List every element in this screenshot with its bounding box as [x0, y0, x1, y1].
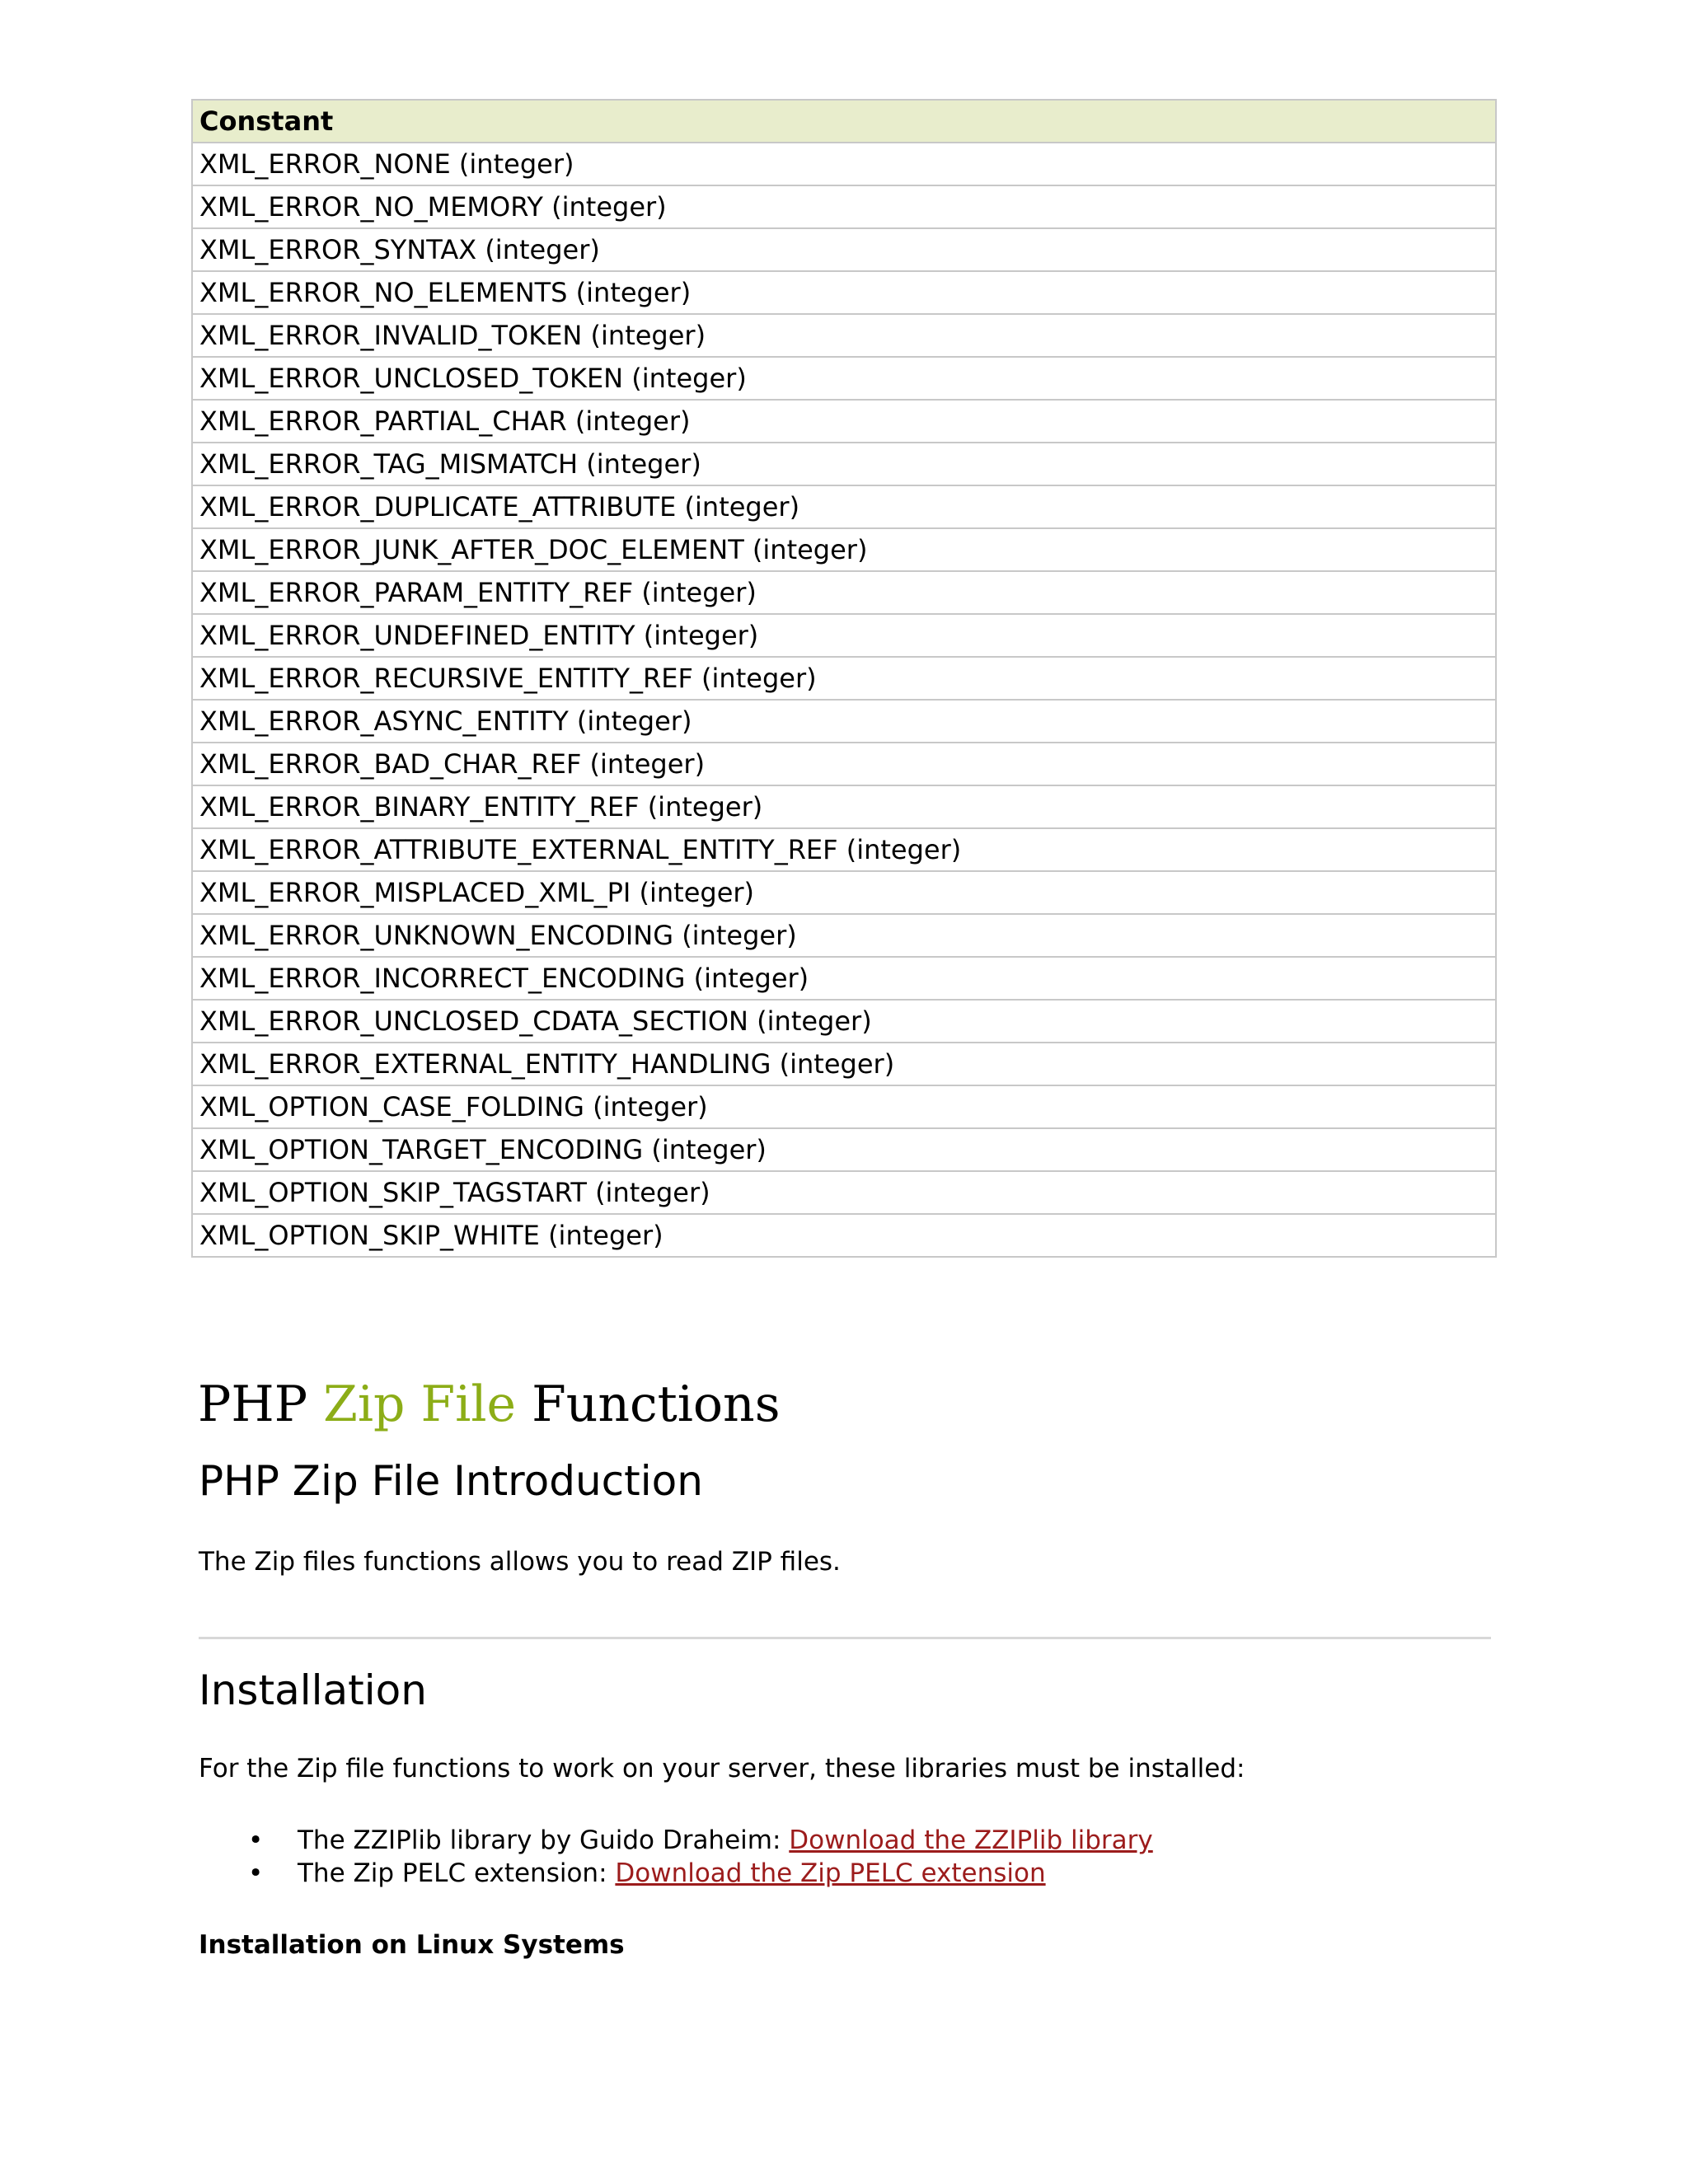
table-row: [192, 1085, 1496, 1128]
table-row: [192, 571, 1496, 614]
constant-cell: XML_ERROR_SYNTAX (integer): [192, 228, 1496, 271]
table-row: [192, 1043, 1496, 1085]
page-title-suffix: Functions: [516, 1376, 781, 1433]
constant-cell: XML_ERROR_INVALID_TOKEN (integer): [192, 314, 1496, 357]
constant-cell: XML_ERROR_UNDEFINED_ENTITY (integer): [192, 614, 1496, 657]
table-row: [192, 185, 1496, 228]
table-row: [192, 528, 1496, 571]
constant-cell: XML_ERROR_UNKNOWN_ENCODING (integer): [192, 914, 1496, 957]
list-item: [199, 1825, 1153, 1861]
table-row: [192, 957, 1496, 1000]
constant-cell: XML_ERROR_NONE (integer): [192, 143, 1496, 185]
constants-table: [191, 99, 1497, 1258]
constant-cell: XML_ERROR_JUNK_AFTER_DOC_ELEMENT (integer): [192, 528, 1496, 571]
constant-cell: XML_ERROR_MISPLACED_XML_PI (integer): [192, 871, 1496, 914]
table-row: [192, 1128, 1496, 1171]
list-item-text: The ZZIPlib library by Guido Draheim:: [298, 1825, 790, 1855]
constant-cell: XML_ERROR_INCORRECT_ENCODING (integer): [192, 957, 1496, 1000]
constant-cell: XML_ERROR_RECURSIVE_ENTITY_REF (integer): [192, 657, 1496, 700]
section-divider: [199, 1637, 1491, 1639]
table-row: [192, 485, 1496, 528]
table-header-row: [192, 100, 1496, 143]
intro-paragraph: The Zip files functions allows you to read ZIP files.: [199, 1547, 841, 1577]
table-row: [192, 614, 1496, 657]
table-row: [192, 1214, 1496, 1257]
constant-cell: XML_ERROR_BINARY_ENTITY_REF (integer): [192, 785, 1496, 828]
table-row: [192, 314, 1496, 357]
table-row: [192, 700, 1496, 743]
list-item-text: The Zip PELC extension:: [298, 1858, 616, 1888]
table-row: [192, 1000, 1496, 1043]
table-row: [192, 271, 1496, 314]
constant-cell: XML_ERROR_UNCLOSED_TOKEN (integer): [192, 357, 1496, 400]
linux-installation-heading: Installation on Linux Systems: [199, 1930, 625, 1960]
bullet-icon: •: [248, 1858, 264, 1888]
download-zip-pelc-link[interactable]: Download the Zip PELC extension: [615, 1858, 1046, 1888]
constant-cell: XML_OPTION_CASE_FOLDING (integer): [192, 1085, 1496, 1128]
constant-cell: XML_ERROR_PARTIAL_CHAR (integer): [192, 400, 1496, 443]
constant-cell: XML_ERROR_ASYNC_ENTITY (integer): [192, 700, 1496, 743]
constant-cell: XML_ERROR_NO_MEMORY (integer): [192, 185, 1496, 228]
table-row: [192, 871, 1496, 914]
requirements-list: [199, 1825, 1153, 1894]
table-row: [192, 657, 1496, 700]
table-row: [192, 443, 1496, 485]
table-row: [192, 357, 1496, 400]
constant-cell: XML_OPTION_SKIP_TAGSTART (integer): [192, 1171, 1496, 1214]
bullet-icon: •: [248, 1825, 264, 1855]
intro-heading: PHP Zip File Introduction: [199, 1457, 703, 1505]
table-row: [192, 400, 1496, 443]
page-title-accent: Zip File: [323, 1376, 517, 1433]
constant-cell: XML_ERROR_BAD_CHAR_REF (integer): [192, 743, 1496, 785]
table-header-constant: Constant: [192, 100, 1496, 143]
constant-cell: XML_ERROR_UNCLOSED_CDATA_SECTION (integer): [192, 1000, 1496, 1043]
installation-heading: Installation: [199, 1666, 427, 1714]
constant-cell: XML_OPTION_TARGET_ENCODING (integer): [192, 1128, 1496, 1171]
constant-cell: XML_OPTION_SKIP_WHITE (integer): [192, 1214, 1496, 1257]
table-row: [192, 828, 1496, 871]
table-row: [192, 743, 1496, 785]
constant-cell: XML_ERROR_PARAM_ENTITY_REF (integer): [192, 571, 1496, 614]
download-zziplib-link[interactable]: Download the ZZIPlib library: [789, 1825, 1153, 1855]
constant-cell: XML_ERROR_EXTERNAL_ENTITY_HANDLING (integer): [192, 1043, 1496, 1085]
table-row: [192, 228, 1496, 271]
page-title: [198, 1376, 781, 1433]
constant-cell: XML_ERROR_NO_ELEMENTS (integer): [192, 271, 1496, 314]
table-row: [192, 1171, 1496, 1214]
table-row: [192, 143, 1496, 185]
page-title-prefix: PHP: [198, 1376, 324, 1433]
table-row: [192, 785, 1496, 828]
list-item: [199, 1858, 1153, 1894]
installation-paragraph: For the Zip file functions to work on your server, these libraries must be installed:: [199, 1754, 1245, 1783]
table-row: [192, 914, 1496, 957]
constant-cell: XML_ERROR_DUPLICATE_ATTRIBUTE (integer): [192, 485, 1496, 528]
constant-cell: XML_ERROR_TAG_MISMATCH (integer): [192, 443, 1496, 485]
constant-cell: XML_ERROR_ATTRIBUTE_EXTERNAL_ENTITY_REF (integer): [192, 828, 1496, 871]
